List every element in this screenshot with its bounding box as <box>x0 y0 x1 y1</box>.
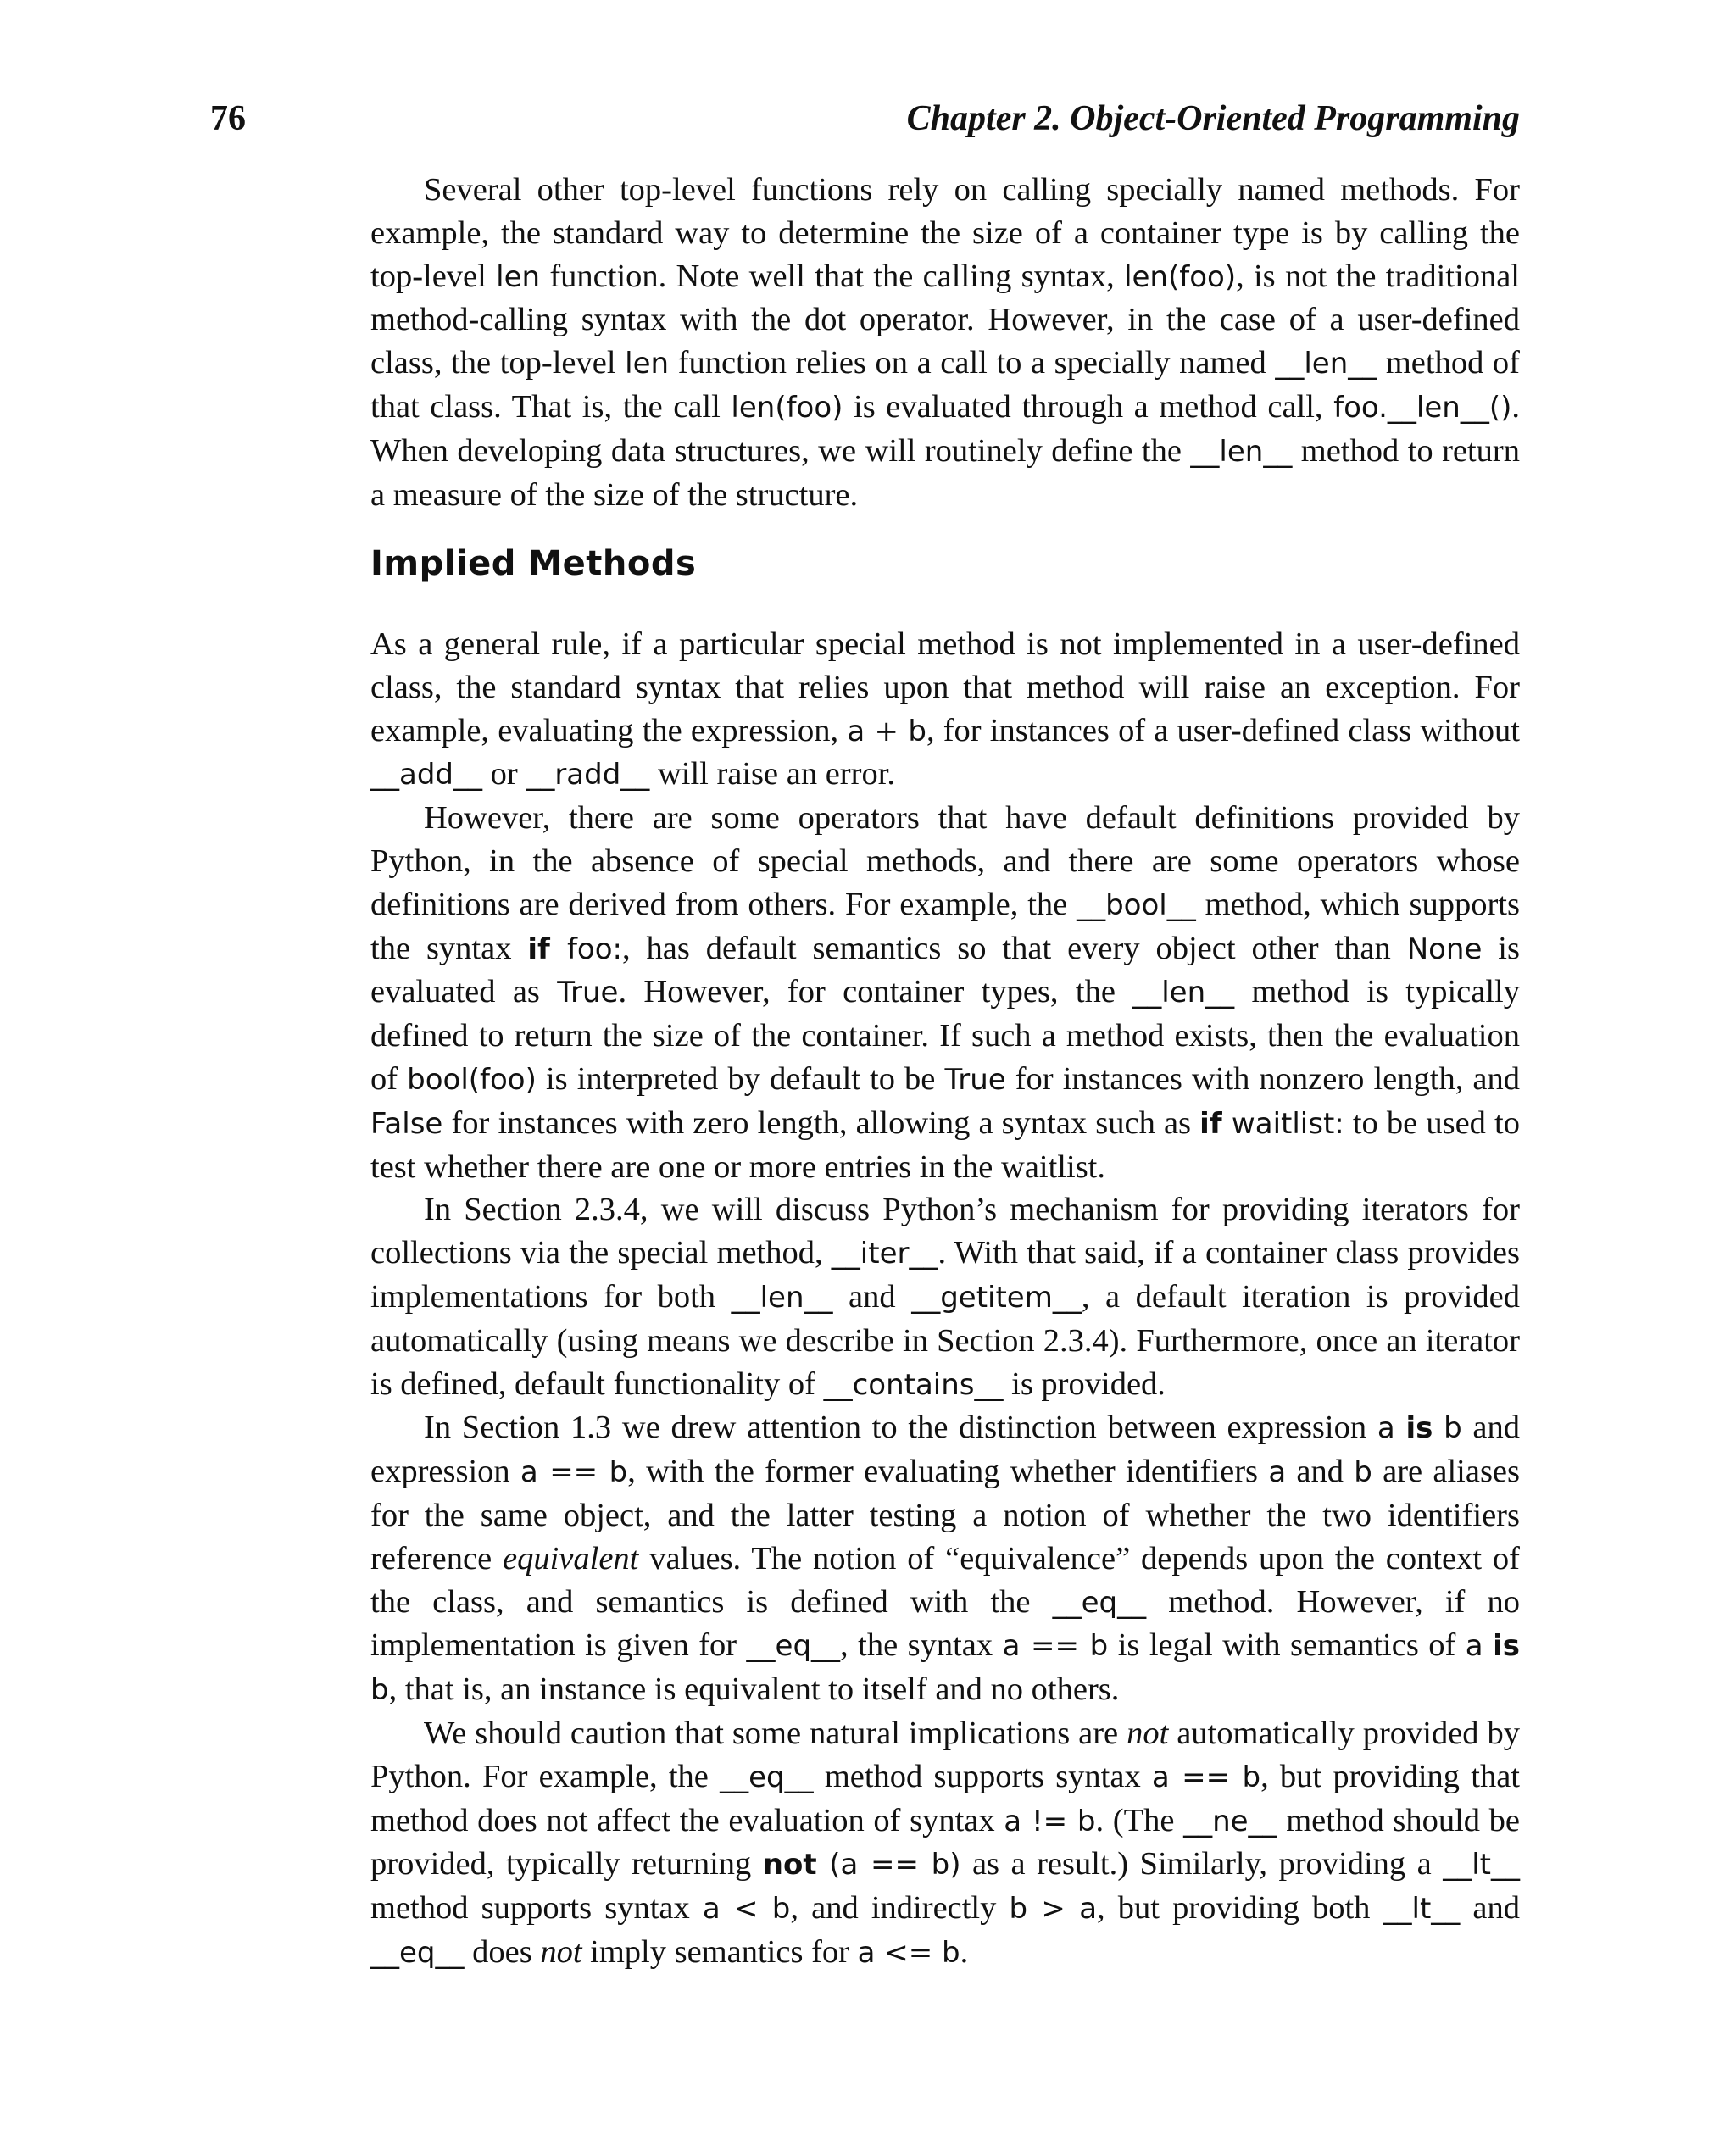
text-run: In Section 2.3.4, we will discuss Python’s mechanism for providing iterators for collections via the special method, <box>370 1192 1520 1271</box>
inline-code: __eq__ <box>720 1760 814 1794</box>
paragraph <box>370 797 1520 1188</box>
text-run: function relies on a call to a specially named <box>669 345 1276 381</box>
inline-code: a != b <box>1004 1804 1096 1838</box>
inline-code: a <= b <box>857 1935 960 1970</box>
emphasis-text: equivalent <box>503 1540 639 1577</box>
text-run: However, there are some operators that have default definitions provided by Python, in the absence of special methods, and there are some operators whose definitions are derived from others. For example, the <box>370 800 1520 922</box>
text-run: method. However, if no implementation is given for <box>370 1583 1520 1664</box>
text-run: , has default semantics so that every object other than <box>621 930 1407 966</box>
inline-code: __len__ <box>1190 434 1293 469</box>
inline-code: b <box>370 1673 389 1708</box>
text-run: method is typically defined to return the size of the container. If such a method exists, then the evaluation of <box>370 974 1520 1097</box>
inline-code: b <box>1444 1411 1462 1446</box>
inline-code: a < b <box>702 1892 791 1927</box>
text-run: method, which supports the syntax <box>370 886 1520 966</box>
inline-code: b <box>1354 1455 1372 1490</box>
inline-code: __len__ <box>1275 347 1377 381</box>
inline-keyword: is <box>1405 1411 1433 1446</box>
text-run: , that is, an instance is equivalent to itself and no others. <box>388 1671 1120 1708</box>
text-run: . With that said, if a container class provides implementations for both <box>370 1235 1520 1315</box>
text-run: values. The notion of “equivalence” depends upon the context of the class, and semantics is defined with the <box>370 1540 1520 1620</box>
inline-code: __radd__ <box>526 758 650 792</box>
inline-code: waitlist: <box>1221 1106 1344 1141</box>
text-run: . <box>960 1933 969 1970</box>
inline-code: None <box>1406 931 1483 966</box>
text-run: does <box>464 1933 541 1970</box>
intro-text-block <box>370 169 1520 516</box>
text-run: is provided. <box>1003 1365 1166 1402</box>
text-run: imply semantics for <box>581 1933 858 1970</box>
text-run: and expression <box>370 1410 1521 1490</box>
text-run <box>1433 1410 1444 1445</box>
text-run: In Section 1.3 we drew attention to the distinction between expression <box>424 1410 1377 1446</box>
text-run: for instances with nonzero length, and <box>1005 1060 1520 1097</box>
text-run: method supports syntax <box>813 1758 1152 1794</box>
text-run: and <box>1460 1890 1521 1927</box>
text-run: method should be provided, typically returning <box>370 1802 1520 1882</box>
text-run: is interpreted by default to be <box>536 1060 945 1097</box>
inline-code: __getitem__ <box>911 1280 1082 1315</box>
inline-code: a <box>1377 1411 1395 1446</box>
inline-code: a <box>1465 1629 1483 1664</box>
inline-code: a + b <box>847 714 926 748</box>
text-run: , a default iteration is provided automatically (using means we describe in Section 2.3.4). Furthermore, once an iterator is defined, default functionality of <box>370 1278 1520 1402</box>
inline-code: len(foo) <box>731 390 843 425</box>
text-run: or <box>482 756 526 792</box>
inline-code: __contains__ <box>823 1367 1004 1402</box>
inline-code: len <box>625 347 670 381</box>
text-run <box>1395 1410 1406 1445</box>
text-run: for instances with zero length, allowing a syntax such as <box>442 1104 1200 1141</box>
inline-code: True <box>557 976 619 1010</box>
inline-code: __len__ <box>1132 976 1235 1010</box>
text-run: . When developing data structures, we will routinely define the <box>370 388 1520 469</box>
text-run: As a general rule, if a particular special method is not implemented in a user-defined class, the standard syntax that relies upon that method will raise an exception. For example, evaluating the expression, <box>370 626 1520 748</box>
emphasis-text: not <box>540 1933 582 1970</box>
inline-code: bool(foo) <box>407 1062 537 1097</box>
inline-code: __eq__ <box>370 1935 465 1970</box>
page-number: 76 <box>210 99 246 138</box>
inline-code: __lt__ <box>1443 1848 1520 1882</box>
inline-code: __iter__ <box>831 1237 938 1271</box>
text-run: function. Note well that the calling syntax, <box>540 258 1125 294</box>
text-run: , and indirectly <box>790 1890 1010 1927</box>
chapter-title: Chapter 2. Object-Oriented Programming <box>906 99 1520 138</box>
text-run: , but providing that method does not affect the evaluation of syntax <box>370 1758 1520 1838</box>
inline-keyword: if <box>1199 1106 1222 1141</box>
text-run: . (The <box>1095 1802 1184 1838</box>
inline-code: __eq__ <box>746 1629 841 1664</box>
text-run: , is not the traditional method-calling syntax with the dot operator. However, in the case of a user-defined class, the top-level <box>370 258 1520 381</box>
inline-code: __add__ <box>370 758 482 792</box>
text-run: is evaluated as <box>370 930 1520 1010</box>
text-run: Several other top-level functions rely on calling specially named methods. For example, the standard way to determine the size of a container type is by calling the top-level <box>370 172 1520 294</box>
paragraph <box>370 1406 1520 1712</box>
inline-code: b > a <box>1009 1892 1098 1927</box>
inline-code: __eq__ <box>1052 1585 1147 1620</box>
section-text-block <box>370 623 1520 1975</box>
text-run: automatically provided by Python. For example, the <box>370 1715 1520 1794</box>
inline-code: False <box>370 1106 443 1141</box>
inline-keyword: is <box>1493 1629 1520 1664</box>
inline-code: __bool__ <box>1077 887 1196 922</box>
text-run: , with the former evaluating whether identifiers <box>627 1454 1269 1490</box>
running-header <box>210 98 1520 149</box>
inline-code: foo: <box>549 931 622 966</box>
inline-code: True <box>944 1062 1006 1097</box>
inline-code: __ne__ <box>1183 1804 1277 1838</box>
inline-code: a <box>1268 1455 1287 1490</box>
section-heading: Implied Methods <box>370 544 697 583</box>
inline-code: __lt__ <box>1383 1892 1461 1927</box>
text-run: and <box>1286 1454 1355 1490</box>
text-run: , but providing both <box>1097 1890 1383 1927</box>
inline-code: a == b <box>1151 1760 1261 1794</box>
text-run: are aliases for the same object, and the latter testing a notion of whether the two identifiers reference <box>370 1454 1520 1577</box>
text-run: , the syntax <box>840 1627 1003 1664</box>
inline-keyword: if <box>527 931 550 966</box>
text-run: is legal with semantics of <box>1108 1627 1466 1664</box>
text-run: We should caution that some natural implications are <box>424 1715 1127 1751</box>
text-run: , for instances of a user-defined class without <box>926 712 1520 748</box>
emphasis-text: not <box>1127 1715 1169 1751</box>
inline-code: foo.__len__() <box>1333 390 1512 425</box>
text-run <box>1483 1627 1493 1663</box>
text-run: method of that class. That is, the call <box>370 345 1520 425</box>
text-run: . However, for container types, the <box>618 974 1133 1010</box>
text-run: method to return a measure of the size of the structure. <box>370 432 1521 513</box>
inline-code: len <box>496 259 541 294</box>
inline-code: a == b <box>1002 1629 1109 1664</box>
paragraph <box>370 1712 1520 1975</box>
inline-code: len(foo) <box>1124 259 1237 294</box>
inline-code: __len__ <box>731 1280 833 1315</box>
text-run: is evaluated through a method call, <box>843 388 1334 425</box>
paragraph <box>370 623 1520 797</box>
text-run: to be used to test whether there are one or more entries in the waitlist. <box>370 1104 1520 1185</box>
paragraph <box>370 169 1520 516</box>
text-run: will raise an error. <box>649 756 896 792</box>
text-run: as a result.) Similarly, providing a <box>960 1846 1444 1882</box>
inline-code: (a == b) <box>816 1848 961 1882</box>
inline-keyword: not <box>762 1848 817 1882</box>
text-run: method supports syntax <box>370 1890 703 1927</box>
inline-code: a == b <box>520 1455 628 1490</box>
paragraph <box>370 1188 1520 1406</box>
text-run: and <box>832 1278 912 1315</box>
